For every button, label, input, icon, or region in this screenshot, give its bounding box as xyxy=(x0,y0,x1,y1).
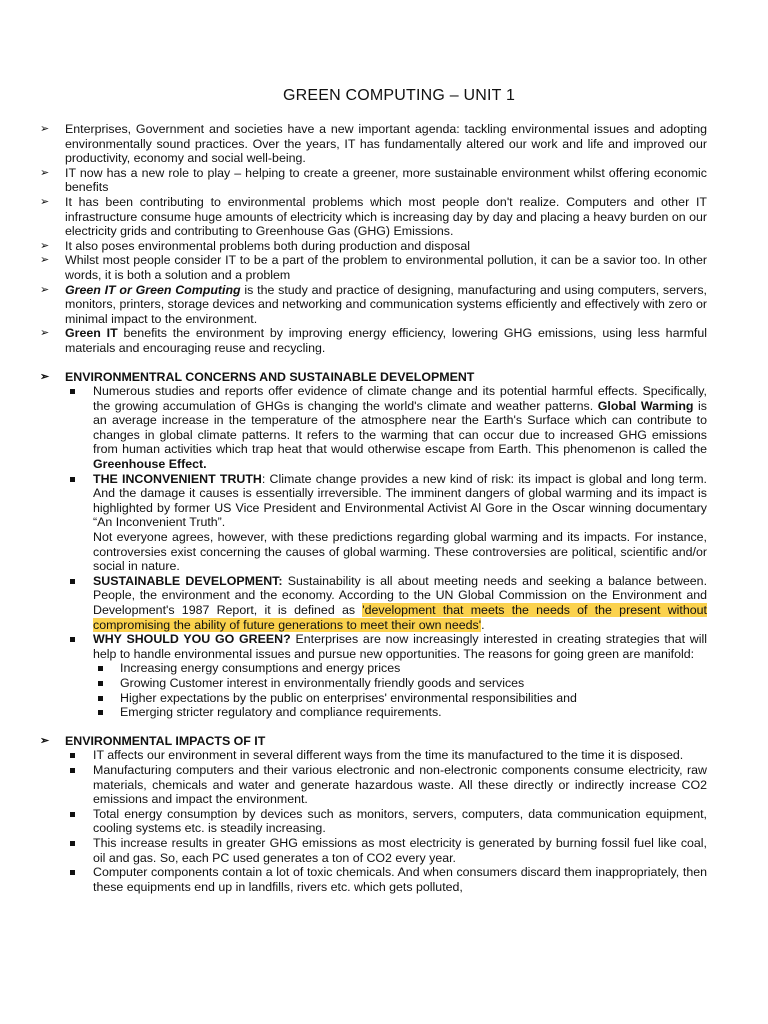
arrow-bullet-icon: ➢ xyxy=(40,166,50,179)
square-bullet-icon xyxy=(98,681,103,686)
list-item: WHY SHOULD YOU GO GREEN? Enterprises are now increasingly interested in creating strategies that will help to handle environmental issues and pursue new opportunities. The reasons for going green are manifold: xyxy=(40,632,707,661)
sub-list-item: Higher expectations by the public on enterprises' environmental responsibilities and xyxy=(40,691,707,706)
square-bullet-icon xyxy=(70,579,75,584)
green-it-benefit: ➢ Green IT benefits the environment by improving energy efficiency, lowering GHG emissions, using less harmful materials and encouraging reuse and recycling. xyxy=(40,326,708,355)
arrow-bullet-icon: ➢ xyxy=(40,239,50,252)
square-bullet-icon xyxy=(98,666,103,671)
arrow-bullet-icon: ➢ xyxy=(40,283,50,296)
square-bullet-icon xyxy=(70,768,75,773)
list-item: Numerous studies and reports offer evidence of climate change and its potential harmful effects. Specifically, the growing accumulation of GHGs is changing the world's climate and weather patterns. Global Warming is an average increase in the temperature of the atmosphere near the Earth's Surface which can contribute to changes in global climate patterns. It refers to the warming that can occur due to increased GHG emissions from human activities which trap heat that would otherwise escape from Earth. This phenomenon is called the Greenhouse Effect. xyxy=(40,384,707,472)
square-bullet-icon xyxy=(70,841,75,846)
document-body xyxy=(40,122,707,894)
arrow-bullet-icon: ➢ xyxy=(40,370,50,383)
list-item: SUSTAINABLE DEVELOPMENT: Sustainability is all about meeting needs and seeking a balance between. People, the environment and the economy. According to the UN Global Commission on the Environment and Development's 1987 Report, it is defined as 'development that meets the needs of the present without compromising the ability of future generations to meet their own needs'. xyxy=(40,574,707,632)
list-item: Total energy consumption by devices such as monitors, servers, computers, data communication equipment, cooling systems etc. is steadily increasing. xyxy=(40,807,707,836)
sub-list-item: Emerging stricter regulatory and compliance requirements. xyxy=(40,705,707,720)
page-title: GREEN COMPUTING – UNIT 1 xyxy=(282,87,516,104)
square-bullet-icon xyxy=(70,753,75,758)
intro-item: ➢ IT now has a new role to play – helping to create a greener, more sustainable environment whilst offering economic benefits xyxy=(40,165,707,195)
intro-item: ➢ Whilst most people consider IT to be a part of the problem to environmental pollution, it can be a savior too. In other words, it is both a solution and a problem xyxy=(40,253,707,282)
green-it-term: Green IT or Green Computing xyxy=(65,282,241,297)
square-bullet-icon xyxy=(70,477,75,482)
square-bullet-icon xyxy=(70,870,75,875)
square-bullet-icon xyxy=(98,710,103,715)
list-item: Computer components contain a lot of toxic chemicals. And when consumers discard them inappropriately, then these equipments end up in landfills, rivers etc. which gets polluted, xyxy=(40,865,707,894)
arrow-bullet-icon: ➢ xyxy=(40,327,50,340)
arrow-bullet-icon: ➢ xyxy=(40,734,50,747)
list-item: Manufacturing computers and their various electronic and non-electronic components consume electricity, raw materials, chemicals and water and generate hazardous waste. All these directly or indirectly increase CO2 emissions and impact the environment. xyxy=(40,763,707,807)
arrow-bullet-icon: ➢ xyxy=(40,123,50,135)
highlighted-quote: 'development that meets the needs of the present without compromising the ability of future generations to meet their own needs' xyxy=(93,603,707,632)
section-heading: ➢ ENVIRONMENTAL IMPACTS OF IT xyxy=(40,733,266,748)
section-heading: ➢ ENVIRONMENTRAL CONCERNS AND SUSTAINABLE DEVELOPMENT xyxy=(40,369,475,384)
sub-list-item: Increasing energy consumptions and energy prices xyxy=(40,661,707,676)
list-item: IT affects our environment in several different ways from the time its manufactured to the time it is disposed. xyxy=(40,748,707,763)
paragraph-continuation: Not everyone agrees, however, with these predictions regarding global warming and its impacts. For instance, controversies exist concerning the causes of global warming. These controversies are political, scientific and/or social in nature. xyxy=(93,530,707,574)
square-bullet-icon xyxy=(70,812,75,817)
intro-item: ➢ Enterprises, Government and societies have a new important agenda: tackling environmental issues and adopting environmentally sound practices. Over the years, IT has fundamentally altered our work and life and improved our productivity, economy and social well-being. xyxy=(40,122,707,166)
arrow-bullet-icon: ➢ xyxy=(40,254,50,267)
square-bullet-icon xyxy=(98,696,103,701)
intro-item: ➢ It has been contributing to environmental problems which most people don't realize. Computers and other IT infrastructure consume huge amounts of electricity which is increasing day by day and placing a heavy burden on our electricity grids and contributing to Greenhouse Gas (GHG) Emissions. xyxy=(40,194,707,239)
square-bullet-icon xyxy=(70,389,75,394)
list-item: This increase results in greater GHG emissions as most electricity is generated by burning fossil fuel like coal, oil and gas. So, each PC used generates a ton of CO2 every year. xyxy=(40,836,707,865)
sub-list-item: Growing Customer interest in environmentally friendly goods and services xyxy=(40,676,707,691)
green-it-definition: ➢ Green IT or Green Computing is the study and practice of designing, manufacturing and using computers, servers, monitors, printers, storage devices and networking and communication systems efficiently and effectively with zero or minimal impact to the environment. xyxy=(40,282,707,326)
arrow-bullet-icon: ➢ xyxy=(40,195,50,208)
intro-item: ➢ It also poses environmental problems both during production and disposal xyxy=(40,238,471,253)
green-it-term: Green IT xyxy=(65,326,118,341)
square-bullet-icon xyxy=(70,637,75,642)
list-item: THE INCONVENIENT TRUTH: Climate change provides a new kind of risk: its impact is global and long term. And the damage it causes is essentially irreversible. The imminent dangers of global warming and its impact is highlighted by former US Vice President and Environmental Activist Al Gore in the Oscar winning documentary “An Inconvenient Truth”. xyxy=(40,472,707,530)
